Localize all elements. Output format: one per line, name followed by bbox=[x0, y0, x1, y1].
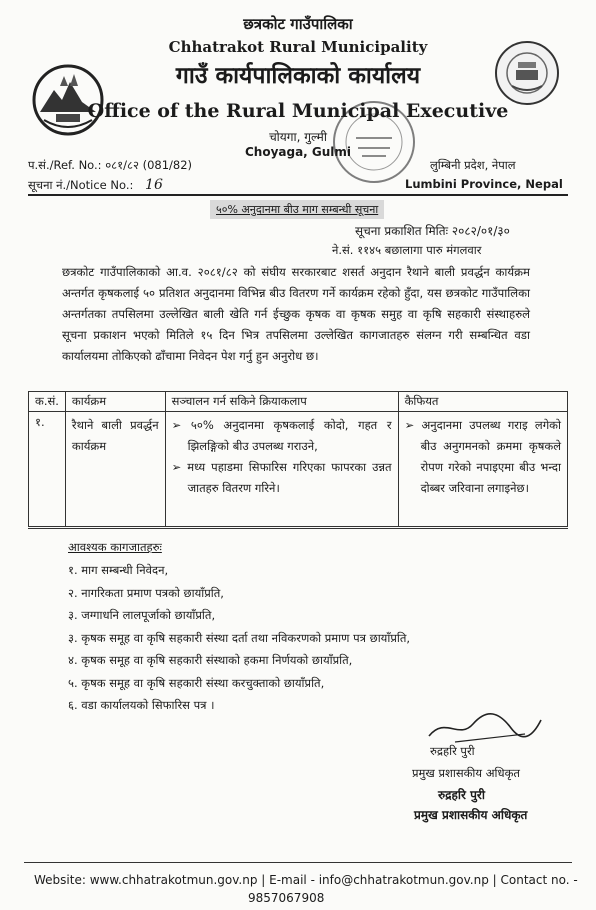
table-header-row bbox=[29, 392, 568, 412]
table-header: क.सं. bbox=[29, 392, 66, 412]
notice-subject: ५०% अनुदानमा बीउ माग सम्बन्धी सूचना bbox=[210, 200, 384, 219]
list-item: ३. कृषक समूह वा कृषि सहकारी संस्था दर्ता तथा नविकरणको प्रमाण पत्र छायाँप्रति, bbox=[68, 630, 411, 645]
nepal-samvat-date: ने.सं. ११४५ बछालागा पारु मंगलवार bbox=[332, 243, 482, 257]
table-header: कार्यक्रम bbox=[65, 392, 165, 412]
list-item: ६. वडा कार्यालयको सिफारिस पत्र । bbox=[68, 698, 215, 712]
row-serial: १. bbox=[29, 412, 66, 528]
reference-number bbox=[28, 158, 192, 173]
activity-item: ➢ ५०% अनुदानमा कृषकलाई कोदो, गहत र झिलङ्गिको बीउ उपलब्ध गराउने, bbox=[172, 415, 392, 457]
ref-label: प.सं./Ref. No.: bbox=[28, 158, 102, 172]
row-activities bbox=[165, 412, 398, 528]
list-item: ५. कृषक समूह वा कृषि सहकारी संस्था करचुक्ताको छायाँप्रति, bbox=[68, 675, 325, 690]
place-english: Choyaga, Gulmi bbox=[244, 145, 352, 159]
table-row bbox=[29, 412, 568, 528]
list-item: १. माग सम्बन्धी निवेदन, bbox=[68, 563, 169, 577]
list-item: २. नागरिकता प्रमाण पत्रको छायाँप्रति, bbox=[68, 585, 224, 600]
signatory-title-stamp: प्रमुख प्रशासकीय अधिकृत bbox=[414, 808, 528, 822]
documents-list bbox=[68, 559, 410, 717]
row-remark bbox=[398, 412, 567, 528]
province-english: Lumbini Province, Nepal bbox=[405, 177, 563, 191]
published-date: सूचना प्रकाशित मितिः २०८२/०१/३० bbox=[355, 224, 510, 238]
list-item: ३. जग्गाधनि लालपूर्जाको छायाँप्रति, bbox=[68, 608, 216, 622]
footer-divider bbox=[24, 862, 572, 863]
notice-label: सूचना नं./Notice No.: bbox=[28, 178, 134, 192]
place-nepali: चोयगा, गुल्मी bbox=[269, 130, 327, 144]
municipality-name-nepali: छत्रकोट गाउँपालिका bbox=[243, 15, 353, 33]
table-header: सञ्चालन गर्न सकिने क्रियाकलाप bbox=[165, 392, 398, 412]
list-item: ४. कृषक समूह वा कृषि सहकारी संस्थाको हकमा निर्णयको छायाँप्रति, bbox=[68, 653, 353, 667]
footer-contact: Website: www.chhatrakotmun.gov.np | E-mail - info@chhatrakotmun.gov.np | Contact no. - bbox=[34, 873, 578, 887]
notice-number bbox=[28, 177, 163, 193]
notice-body: छत्रकोट गाउँपालिकाको आ.व. २०८१/८२ को संघीय सरकारबाट शसर्त अनुदान रैथाने बाली प्रवर्द्धन कार्यक्रम अन्तर्गत कृषकलाई ५० प्रतिशत अनुदानमा विभिन्न बीउ वितरण गर्ने कार्यक्रम रहेको हुँदा, यस छत्रकोट गाउँपालिका अन्तर्गतका तपसिलमा उल्लेखित बाली खेति गर्न ईच्छुक कृषक वा कृषक समुह वा कृषि सहकारी संस्थाहरुले सूचना प्रकाशन भएको मितिले १५ दिन भित्र तपसिलमा उल्लेखित कागजातहरु संलग्न गरी सम्बन्धित वडा कार्यालयमा तोकिएको ढाँचामा निवेदन पेश गर्नु हुन अनुरोध छ। bbox=[62, 265, 530, 363]
program-table bbox=[28, 391, 568, 529]
office-title-nepali: गाउँ कार्यपालिकाको कार्यालय bbox=[175, 63, 421, 89]
municipality-name-english: Chhatrakot Rural Municipality bbox=[168, 38, 428, 56]
ref-value: ०८१/८२ (081/82) bbox=[105, 158, 193, 172]
signature-scribble bbox=[425, 706, 545, 748]
header-divider bbox=[28, 194, 568, 196]
signatory-name-stamp: रुद्रहरि पुरी bbox=[438, 788, 485, 802]
remark-item: ➢ अनुदानमा उपलब्ध गराइ लगेको बीउ अनुगमनको क्रममा कृषकले रोपण गरेको नपाइएमा बीउ भन्दा दोब्बर जरिवाना लगाइनेछ। bbox=[405, 415, 561, 499]
activity-item: ➢ मध्य पहाडमा सिफारिस गरिएका फापरका उन्नत जातहरु वितरण गरिने। bbox=[172, 457, 392, 499]
footer-phone: 9857067908 bbox=[248, 891, 325, 905]
notice-value: 16 bbox=[145, 177, 163, 193]
province-nepali: लुम्बिनी प्रदेश, नेपाल bbox=[430, 158, 516, 172]
office-title-english: Office of the Rural Municipal Executive bbox=[87, 100, 509, 122]
documents-heading: आवश्यक कागजातहरुः bbox=[68, 540, 162, 554]
table-header: कैफियत bbox=[398, 392, 567, 412]
signatory-title-handwritten: प्रमुख प्रशासकीय अधिकृत bbox=[412, 766, 520, 780]
row-program: रैथाने बाली प्रवर्द्धन कार्यक्रम bbox=[65, 412, 165, 528]
signatory-name-handwritten: रुद्रहरि पुरी bbox=[430, 744, 475, 758]
